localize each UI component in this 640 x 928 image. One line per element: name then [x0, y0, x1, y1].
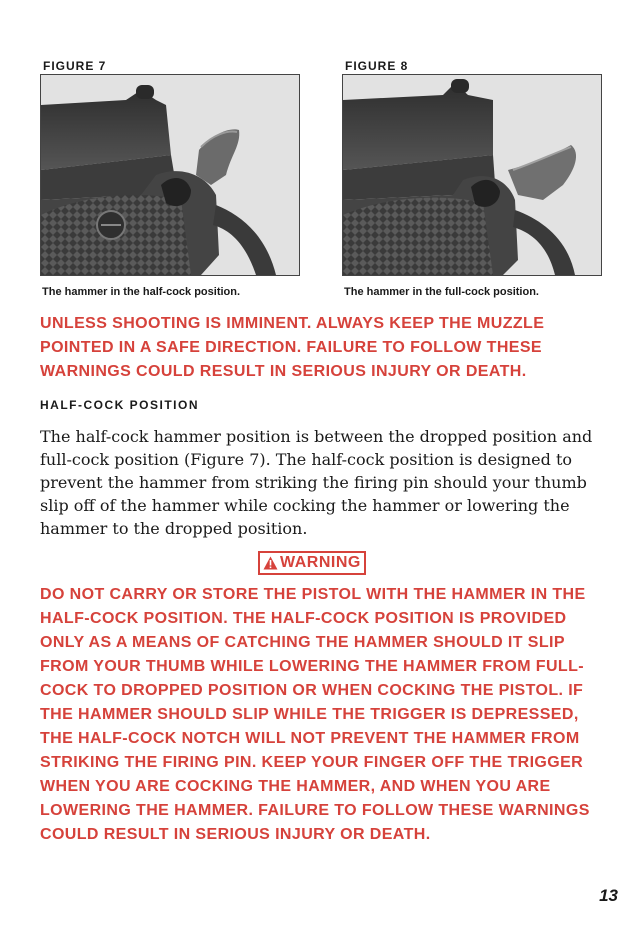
figure-7: [40, 58, 300, 298]
warning-badge: [258, 551, 366, 575]
figure-label: FIGURE 8: [345, 59, 409, 73]
warning-text-top: UNLESS SHOOTING IS IMMINENT. ALWAYS KEEP THE MUZZLE POINTED IN A SAFE DIRECTION. FAILURE TO FOLLOW THESE WARNINGS COULD RESULT IN SERIOUS INJURY OR DEATH.: [40, 315, 545, 380]
warning-triangle-icon: [263, 556, 278, 570]
warning-text-bottom: DO NOT CARRY OR STORE THE PISTOL WITH THE HAMMER IN THE HALF-COCK POSITION. THE HALF-COCK POSITION IS PROVIDED ONLY AS A MEANS OF CATCHING THE HAMMER SHOULD IT SLIP FROM YOUR THUMB WHILE LOWERING THE HAMMER FROM FULL-COCK TO DROPPED POSITION OR WHEN COCKING THE PISTOL. IF THE HAMMER SHOULD SLIP WHILE THE TRIGGER IS DEPRESSED, THE HALF-COCK NOTCH WILL NOT PREVENT THE HAMMER FROM STRIKING THE FIRING PIN. KEEP YOUR FINGER OFF THE TRIGGER WHEN YOU ARE COCKING THE HAMMER, AND WHEN YOU ARE LOWERING THE HAMMER. FAILURE TO FOLLOW THESE WARNINGS COULD RESULT IN SERIOUS INJURY OR DEATH.: [40, 586, 590, 843]
figure-caption: The hammer in the half-cock position.: [42, 286, 241, 298]
warning-badge-label: WARNING: [280, 554, 361, 571]
page-number: 13: [599, 886, 618, 905]
figure-7-photo: [40, 74, 300, 276]
pistol-half-cock-image: [41, 75, 299, 275]
section-body: The half-cock hammer position is between the dropped position and full-cock position (Figure 7). The half-cock position is designed to prevent the hammer from striking the firing pin should your thumb slip off of the hammer while cocking the hammer or lowering the hammer to the dropped position.: [40, 427, 593, 538]
section-heading: HALF-COCK POSITION: [40, 398, 199, 412]
figure-caption: The hammer in the full-cock position.: [344, 286, 539, 298]
pistol-full-cock-image: [343, 75, 601, 275]
figure-8-photo: [342, 74, 602, 276]
figure-label: FIGURE 7: [43, 59, 107, 73]
figure-8: [342, 58, 602, 298]
